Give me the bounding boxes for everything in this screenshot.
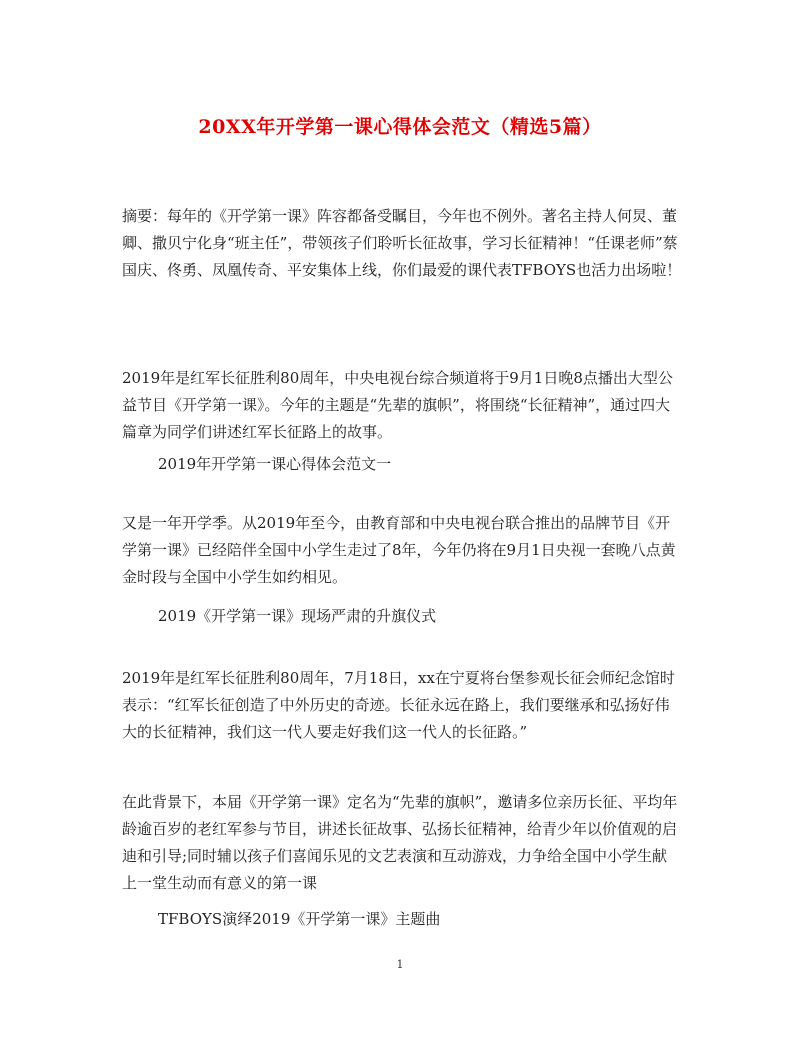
body-paragraph-2: 又是一年开学季。从2019年至今，由教育部和中央电视台联合推出的品牌节目《开学第一课》已经陪伴全国中小学生走过了8年，今年仍将在9月1日央视一套晚八点黄金时段与全国中小学生如约相见。 xyxy=(122,514,676,586)
subheading-1: 2019年开学第一课心得体会范文一 xyxy=(158,455,392,473)
body-paragraph-1: 2019年是红军长征胜利80周年，中央电视台综合频道将于9月1日晚8点播出大型公益节目《开学第一课》。今年的主题是“先辈的旗帜”，将围绕“长征精神”，通过四大篇章为同学们讲述红军长征路上的故事。 xyxy=(122,369,673,441)
body-paragraph-4: 在此背景下，本届《开学第一课》定名为“先辈的旗帜”，邀请多位亲历长征、平均年龄逾百岁的老红军参与节目，讲述长征故事、弘扬长征精神，给青少年以价值观的启迪和引导;同时辅以孩子们喜闻乐见的文艺表演和互动游戏，力争给全国中小学生献上一堂生动而有意义的第一课 xyxy=(122,793,678,892)
subheading-2: 2019《开学第一课》现场严肃的升旗仪式 xyxy=(158,607,437,625)
subheading-3: TFBOYS演绎2019《开学第一课》主题曲 xyxy=(158,910,441,928)
page-title: 20XX年开学第一课心得体会范文（精选5篇） xyxy=(198,116,602,138)
abstract-paragraph: 摘要：每年的《开学第一课》阵容都备受瞩目，今年也不例外。著名主持人何炅、董卿、撒贝宁化身“班主任”，带领孩子们聆听长征故事，学习长征精神！“任课老师”蔡国庆、佟勇、凤凰传奇、平安集体上线，你们最爱的课代表TFBOYS也活力出场啦！ xyxy=(122,207,682,279)
page-number: 1 xyxy=(396,958,404,971)
body-paragraph-3: 2019年是红军长征胜利80周年，7月18日，xx在宁夏将台堡参观长征会师纪念馆时表示：“红军长征创造了中外历史的奇迹。长征永远在路上，我们要继承和弘扬好伟大的长征精神，我们这一代人要走好我们这一代人的长征路。” xyxy=(122,669,675,741)
